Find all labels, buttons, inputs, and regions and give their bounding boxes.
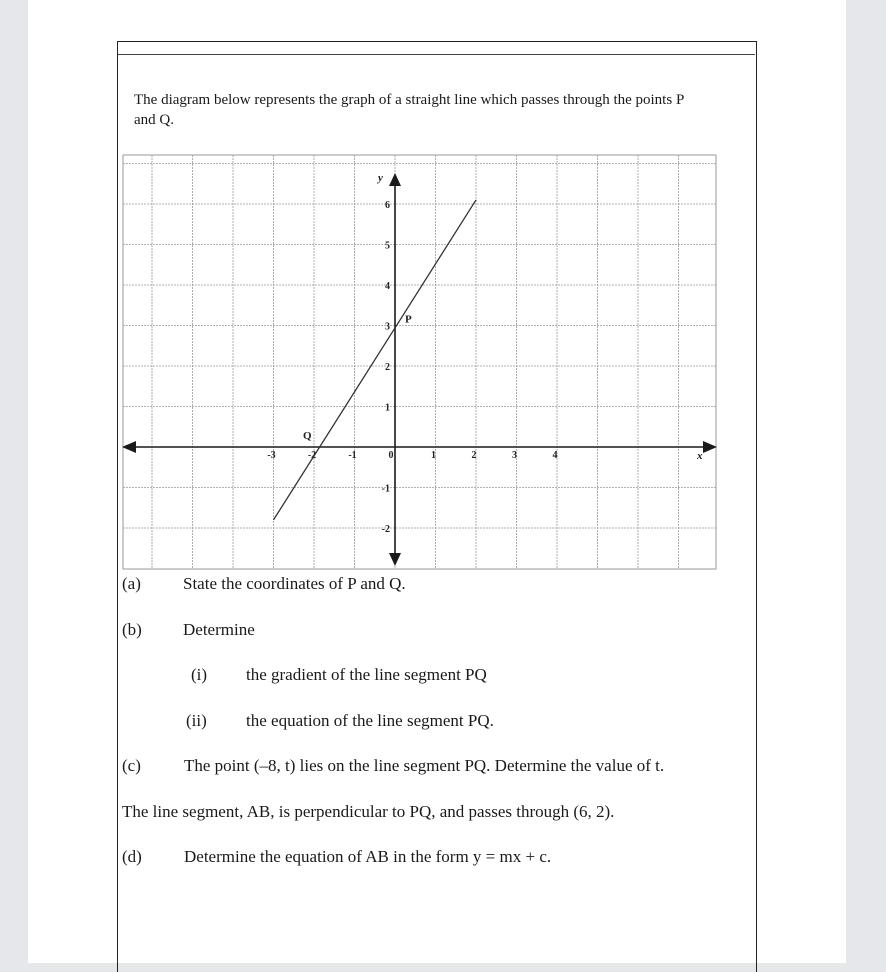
question-a-label: (a) — [122, 574, 141, 593]
x-tick-label: -3 — [267, 450, 276, 461]
series — [274, 200, 477, 520]
y-axis-arrow-up — [389, 173, 401, 186]
x-axis-label: x — [697, 450, 703, 462]
x-tick-label: -1 — [348, 450, 357, 461]
y-axis-arrow-down — [389, 553, 401, 566]
question-b-i-text: the gradient of the line segment PQ — [246, 665, 487, 684]
x-tick-label: 4 — [552, 450, 558, 461]
question-stem-text: The line segment, AB, is perpendicular to PQ, and passes through (6, 2). — [122, 802, 615, 821]
x-axis-arrow-left — [122, 441, 136, 453]
y-tick-label: -1 — [381, 483, 390, 495]
question-a-text: State the coordinates of P and Q. — [183, 574, 406, 593]
grid-border — [123, 155, 716, 569]
y-tick-label: 6 — [385, 200, 390, 211]
y-tick-label: 1 — [385, 402, 390, 414]
intro-line-1: The diagram below represents the graph of a straight line which passes through the points P — [134, 92, 685, 108]
y-tick-label: 5 — [385, 240, 390, 252]
x-tick-label: 0 — [388, 450, 394, 461]
point-label-q: Q — [303, 430, 312, 442]
question-b-ii-label: (ii) — [186, 711, 207, 730]
question-d-text: Determine the equation of AB in the form y = mx + c. — [184, 847, 552, 866]
question-b-ii-text: the equation of the line segment PQ. — [246, 711, 494, 730]
y-tick-label: 2 — [385, 362, 390, 373]
intro-line-2: and Q. — [134, 112, 174, 128]
y-tick-label: -2 — [381, 524, 390, 535]
line-segment-pq — [274, 200, 477, 520]
question-d-label: (d) — [122, 847, 142, 866]
point-label-p: P — [405, 313, 412, 326]
x-tick-label: 1 — [431, 450, 436, 461]
axes — [122, 173, 717, 566]
x-tick-label: 3 — [512, 450, 517, 461]
x-tick-label: 2 — [471, 450, 477, 461]
x-axis-arrow-right — [703, 441, 717, 453]
question-b-i-label: (i) — [191, 665, 208, 684]
y-axis-label: y — [378, 172, 383, 184]
y-tick-label: 3 — [385, 321, 390, 333]
question-b-text: Determine — [183, 620, 255, 639]
x-tick-label: -2 — [307, 450, 317, 461]
question-b-label: (b) — [122, 620, 142, 639]
question-c-label: (c) — [122, 756, 141, 775]
y-tick-label: 4 — [385, 281, 390, 292]
question-c-text: The point (–8, t) lies on the line segment PQ. Determine the value of t. — [184, 756, 665, 775]
grid — [123, 155, 716, 569]
